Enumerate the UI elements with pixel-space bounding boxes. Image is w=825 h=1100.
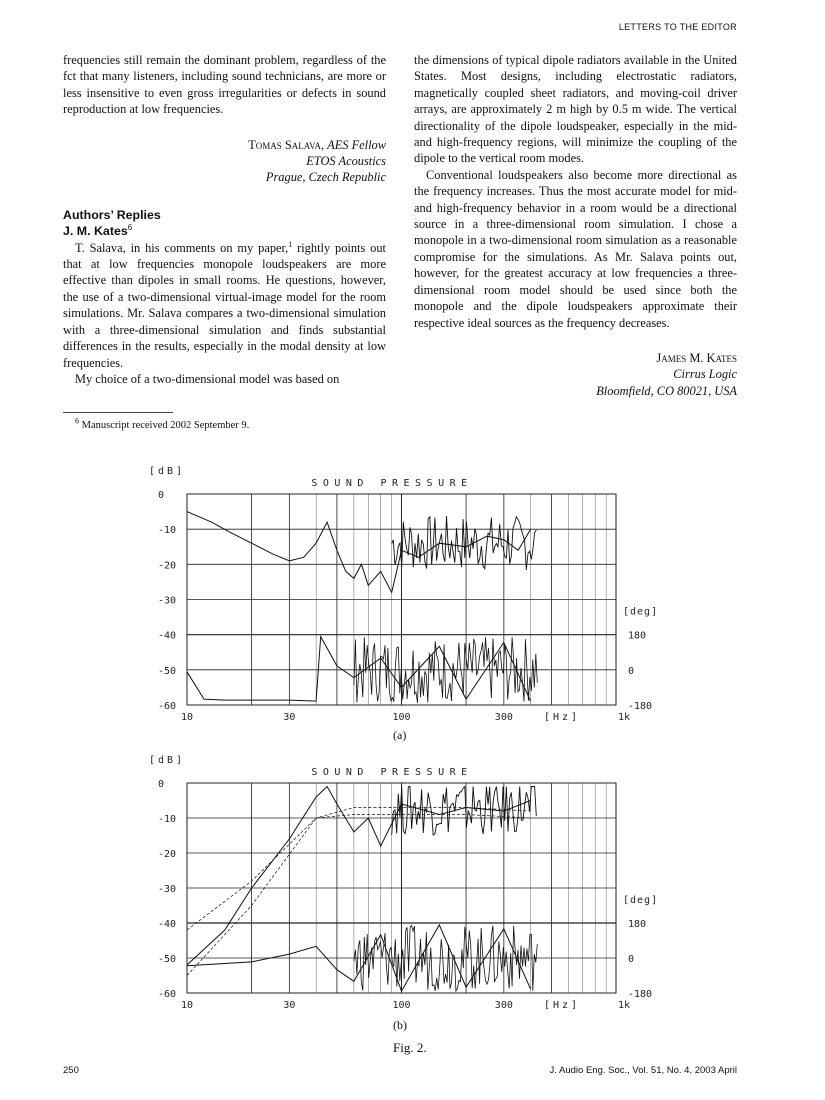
- y-tick-label: -50: [158, 665, 177, 677]
- series-smoothed-a: [187, 808, 531, 931]
- x-axis-unit-label: [Hz]: [543, 712, 581, 723]
- paragraph: Conventional loudspeakers also become more directional as the frequency increases. Thus the most accurate model for mid- and high-frequency behavior in a room would be a directional source in a three-dimensional room simulation. I chose a monopole in a two-dimensional room simulation as a reasonable compromise for the simulations. As Mr. Salava points out, however, for the greatest accuracy at low frequencies a three-dimensional room model should be used since both the monopole and the dipole loudspeakers approximate their respective ideal sources as the frequency decreases.: [414, 167, 737, 330]
- running-head: LETTERS TO THE EDITOR: [618, 22, 737, 32]
- magnitude-fine-structure: [392, 787, 537, 836]
- chart-panel-a: [187, 494, 616, 705]
- section-title: Authors’ Replies: [63, 207, 161, 222]
- x-axis-unit-label: [Hz]: [543, 1000, 581, 1011]
- phase-tick-label: 180: [628, 630, 647, 642]
- series-smoothed-b: [187, 815, 531, 976]
- paragraph: My choice of a two-dimensional model was based on: [75, 371, 340, 386]
- footnote-text: Manuscript received 2002 September 9.: [81, 420, 250, 431]
- x-tick-label: 100: [392, 1000, 411, 1011]
- phase-axis-unit-label: [deg]: [623, 895, 659, 906]
- phase-axis-unit-label: [deg]: [623, 606, 659, 618]
- x-tick-label: 30: [283, 712, 296, 723]
- paragraph: the dimensions of typical dipole radiators available in the United States. Most designs, including electrostatic radiators, magnetically coupled sheet radiators, and moving-coil driver arrays, are approximately 2 m high by 0.5 m wide. The vertical directionality of the dipole loudspeaker, especially in the mid- and high-frequency regions, will minimize the coupling of the dipole to the vertical room modes.: [414, 53, 737, 166]
- magnitude-fine-structure: [392, 516, 537, 570]
- x-tick-label: 10: [180, 1000, 194, 1011]
- phase-tick-label: 0: [628, 665, 635, 677]
- y-axis-unit-label: [dB]: [149, 466, 186, 477]
- panel-a-label: (a): [393, 728, 407, 742]
- footnote-marker: 6: [127, 223, 133, 233]
- signature-place: Bloomfield, CO 80021, USA: [596, 383, 737, 398]
- paragraph: T. Salava, in his comments on my paper,$^1$ rightly points out that at low frequencies monopole loudspeakers are more effective than dipoles in small rooms. He questions, however, the use of a two-dimensional virtual-image model for the room simulations. Mr. Salava compares a two-dimensional simulation with a three-dimensional simulation and finds substantial differences in the results, especially in the modal density at low frequencies.: [63, 239, 386, 370]
- signature-org: ETOS Acoustics: [306, 154, 386, 169]
- x-tick-label: 1k: [618, 712, 631, 723]
- y-tick-label: 0: [158, 779, 165, 790]
- y-tick-label: -10: [158, 525, 177, 537]
- x-tick-label: 100: [392, 712, 411, 723]
- y-tick-label: 0: [158, 490, 165, 501]
- reference-marker: 1: [288, 239, 293, 249]
- x-tick-label: 30: [283, 1000, 296, 1011]
- figure-caption: Fig. 2.: [393, 1040, 427, 1055]
- phase-tick-label: 0: [628, 954, 635, 965]
- y-axis-unit-label: [dB]: [149, 755, 186, 766]
- y-tick-label: -60: [158, 989, 177, 1000]
- footnote-number: 6: [75, 416, 79, 426]
- y-tick-label: -30: [158, 884, 177, 895]
- y-tick-label: -30: [158, 595, 177, 607]
- chart-title: SOUND PRESSURE: [311, 478, 473, 489]
- y-tick-label: -10: [158, 814, 177, 825]
- signature-org: Cirrus Logic: [673, 367, 737, 382]
- x-tick-label: 10: [180, 712, 194, 723]
- phase-tick-label: 180: [628, 919, 647, 930]
- y-tick-label: -20: [158, 560, 177, 572]
- chart-title: SOUND PRESSURE: [311, 767, 473, 778]
- y-tick-label: -50: [158, 954, 177, 965]
- y-tick-label: -40: [158, 630, 177, 642]
- phase-tick-label: -180: [628, 989, 653, 1000]
- section-author: J. M. Kates$^6$: [63, 223, 133, 239]
- signature-name: Tomas Salava: [248, 137, 321, 152]
- signature-name: James M. Kates: [656, 350, 737, 365]
- phase-tick-label: -180: [628, 701, 653, 712]
- series-magnitude: [187, 512, 531, 593]
- y-tick-label: -60: [158, 701, 177, 712]
- chart-panel-b: [187, 783, 616, 993]
- x-tick-label: 300: [494, 712, 513, 723]
- signature-title: AES Fellow: [327, 137, 386, 152]
- y-tick-label: -20: [158, 849, 177, 860]
- signature-place: Prague, Czech Republic: [265, 170, 386, 185]
- journal-citation: J. Audio Eng. Soc., Vol. 51, No. 4, 2003 April: [549, 1065, 737, 1076]
- series-magnitude: [187, 787, 531, 966]
- x-tick-label: 300: [494, 1000, 513, 1011]
- signature-salava: Tomas Salava, AES Fellow ETOS Acoustics Prague, Czech Republic: [248, 137, 386, 185]
- panel-b-label: (b): [393, 1018, 407, 1032]
- page-number: 250: [63, 1065, 79, 1076]
- paragraph: frequencies still remain the dominant problem, regardless of the fct that many listeners, including sound technicians, are more or less insensitive to even gross irregularities or defects in sound reproduction at low frequencies.: [63, 53, 386, 117]
- y-tick-label: -40: [158, 919, 177, 930]
- x-tick-label: 1k: [618, 1000, 631, 1011]
- series-phase: [187, 637, 531, 702]
